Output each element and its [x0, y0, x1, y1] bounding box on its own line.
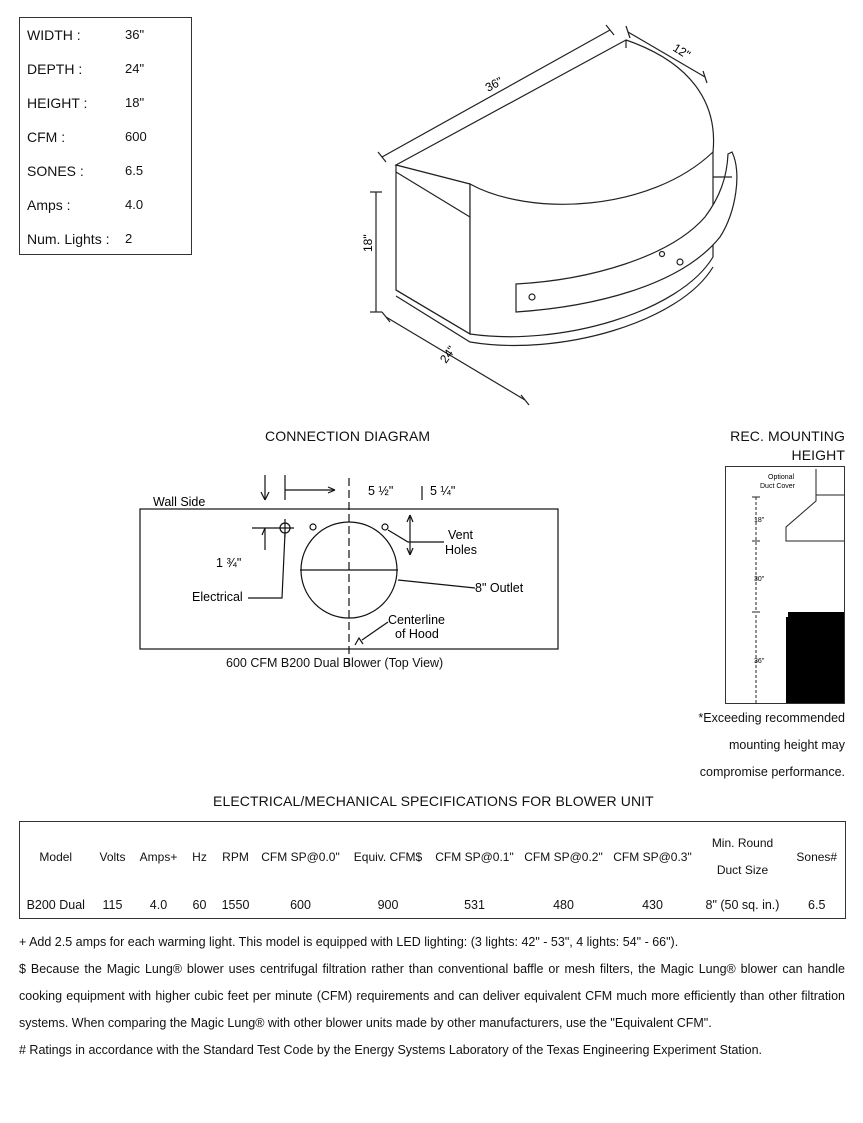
footnote-plus: + Add 2.5 amps for each warming light. This model is equipped with LED lighting: (3 lights: 42" - 53", 4 lights: 54" - 66").: [19, 935, 679, 949]
table-header-text: Duct Size: [716, 863, 769, 877]
optional-duct-label-1: Optional: [768, 474, 795, 481]
table-header-cell: CFM SP@0.0": [261, 850, 340, 864]
table-cell: 531: [464, 898, 485, 912]
spec-value: 18": [125, 95, 145, 110]
table-header-cell: CFM SP@0.2": [524, 850, 603, 864]
table-cell: B200 Dual: [26, 898, 85, 912]
mounting-title-line-2: HEIGHT: [791, 447, 845, 463]
centerline-label-1: Centerline: [388, 613, 445, 627]
spec-value: 36": [125, 27, 145, 42]
spec-label: DEPTH :: [27, 61, 83, 77]
table-cell: 115: [102, 898, 123, 912]
centerline-label-2: of Hood: [395, 627, 439, 641]
mounting-note-line-3: compromise performance.: [699, 765, 845, 779]
table-title: ELECTRICAL/MECHANICAL SPECIFICATIONS FOR BLOWER UNIT: [213, 793, 654, 809]
spec-value: 4.0: [125, 197, 144, 212]
table-header-cell: Volts: [99, 850, 126, 864]
spec-value: 6.5: [125, 163, 144, 178]
mounting-note-line-2: mounting height may: [728, 738, 845, 752]
table-header-cell: Amps+: [139, 850, 178, 864]
table-header-row: [20, 822, 846, 893]
spec-label: Amps :: [27, 197, 71, 213]
mounting-note-line-1: *Exceeding recommended: [698, 711, 845, 725]
spec-value: 600: [125, 129, 147, 144]
table-cell: 480: [553, 898, 574, 912]
table-header-cell: RPM: [222, 850, 249, 864]
table-cell: 900: [377, 898, 399, 912]
dim-1-3-4-label: 1 ¾": [216, 556, 242, 570]
dim-width-label: 36": [482, 74, 505, 95]
vent-holes-label-2: Holes: [445, 543, 477, 557]
dim-depth-label: 24": [436, 343, 459, 366]
table-cell: 6.5: [808, 898, 826, 912]
footnote-hash: # Ratings in accordance with the Standard Test Code by the Energy Systems Laboratory of the Texas Engineering Experiment Station.: [19, 1043, 763, 1057]
table-row: [20, 892, 846, 919]
mounting-title: [730, 428, 845, 463]
table-cell: 4.0: [149, 898, 168, 912]
spec-label: CFM :: [27, 129, 66, 145]
spec-label: SONES :: [27, 163, 84, 179]
hood-isometric-drawing: [360, 12, 750, 407]
connection-diagram: [130, 470, 570, 675]
table-header-text: Min. Round: [711, 836, 774, 850]
table-header-cell: CFM SP@0.3": [613, 850, 692, 864]
optional-duct-label-2: Duct Cover: [760, 483, 796, 490]
height-18-label: 18": [754, 517, 765, 524]
spec-label: Num. Lights :: [27, 231, 110, 247]
height-36-label: 36": [754, 658, 765, 665]
spec-value: 24": [125, 61, 145, 76]
electrical-label: Electrical: [192, 590, 243, 604]
height-30-label: 30": [754, 576, 765, 583]
dim-5-quarter-label: 5 ¼": [430, 484, 456, 498]
footnote-dollar: $ Because the Magic Lung® blower uses centrifugal filtration rather than conventional baffle or mesh filters, the Magic Lung® blower can handle cooking equipment with higher cubic feet per minute (CFM) requirements and can deliver equivalent CFM much more efficiently than other filtration systems. When comparing the Magic Lung® with other blower units made by other manufacturers, use the "Equivalent CFM".: [19, 962, 845, 1030]
table-header-cell-duct: [697, 822, 789, 893]
table-cell: 430: [642, 898, 663, 912]
dim-5-half-label: 5 ½": [368, 484, 394, 498]
footnotes: [19, 929, 845, 1064]
dim-height-label: 18": [361, 234, 375, 252]
table-header-cell: Equiv. CFM$: [353, 850, 423, 864]
dim-top-label: 12": [670, 40, 693, 62]
table-header-cell: Sones#: [796, 850, 838, 864]
spec-value: 2: [125, 231, 133, 246]
table-header-cell: Hz: [192, 850, 207, 864]
table-header-cell: CFM SP@0.1": [435, 850, 514, 864]
vent-holes-label-1: Vent: [448, 528, 474, 542]
table-cell: 8" (50 sq. in.): [705, 898, 780, 912]
spec-label: WIDTH :: [27, 27, 81, 43]
outlet-label: 8" Outlet: [475, 581, 524, 595]
blower-spec-table: [19, 821, 846, 919]
table-header-cell: Model: [39, 850, 73, 864]
mounting-title-line-1: REC. MOUNTING: [730, 428, 845, 444]
table-cell: 1550: [221, 898, 250, 912]
spec-box: [19, 17, 192, 255]
connection-caption: 600 CFM B200 Dual Blower (Top View): [226, 656, 444, 670]
table-cell: 600: [290, 898, 311, 912]
table-cell: 60: [192, 898, 207, 912]
mounting-height-diagram: [725, 466, 845, 704]
connection-diagram-title: CONNECTION DIAGRAM: [265, 428, 431, 444]
wall-side-label: Wall Side: [153, 495, 206, 509]
spec-label: HEIGHT :: [27, 95, 88, 111]
